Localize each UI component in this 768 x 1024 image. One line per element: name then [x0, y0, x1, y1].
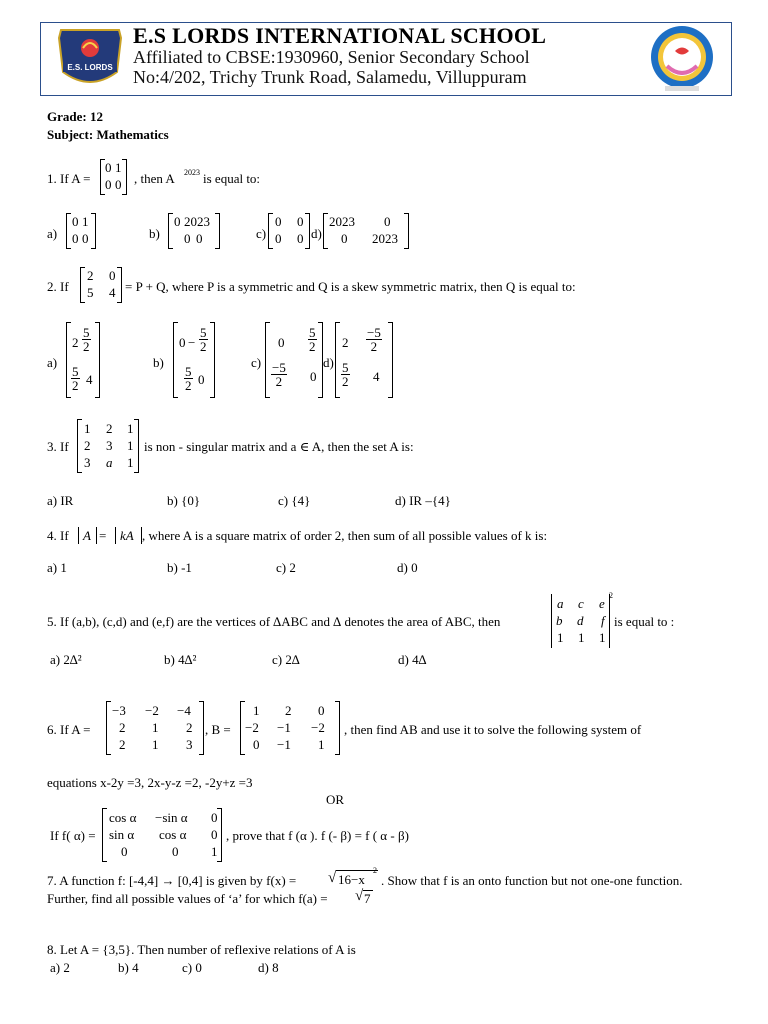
school-header [40, 22, 732, 96]
q2-option-a-label: a) [47, 355, 58, 370]
q3-prefix: 3. If [47, 439, 69, 454]
q5-exponent: 2 [609, 591, 613, 600]
q6-matrix-a: −3 −2 −4 2 1 2 2 1 3 [106, 701, 204, 755]
q8-option-a: a) 2 [50, 960, 70, 975]
q5-option-c: c) 2∆ [272, 652, 300, 667]
q1-then: , then A [134, 171, 175, 186]
q6-matrix-b: 1 2 0 −2 −1 −2 0 −1 1 [240, 701, 340, 755]
q4-prefix: 4. If [47, 528, 69, 543]
q2-option-a-matrix: 2 $\frac{5}{2}$ $\frac{5}{2}$ 4 [66, 322, 100, 398]
q1-option-a-matrix: 0 1 0 0 [66, 213, 96, 249]
q2-prefix: 2. If [47, 279, 69, 294]
q7-root-exponent: 2 [373, 866, 377, 875]
q3-option-a: a) IR [47, 493, 74, 508]
q3-option-c: c) {4} [278, 493, 311, 508]
q6-or: OR [326, 792, 345, 807]
q1-option-c-label: c) [256, 226, 267, 241]
q2-option-b-label: b) [153, 355, 164, 370]
q7-root-bar [336, 870, 378, 871]
q3-option-b: b) {0} [167, 493, 201, 508]
q6-f-statement: , prove that f (α ). f (- β) = f ( α - β) [226, 828, 409, 843]
q1-tail: is equal to: [203, 171, 261, 186]
q7-line2-prefix: Further, find all possible values of ‘a’ for which f(a) = [47, 891, 328, 906]
q5-option-a: a) 2∆² [50, 652, 82, 667]
q1-option-c-matrix: 0 0 0 0 [268, 213, 310, 249]
school-affiliation: Affiliated to CBSE:1930960, Senior Secondary School [133, 47, 530, 67]
svg-text:E.S. LORDS: E.S. LORDS [67, 63, 113, 72]
q3-matrix: 1 2 1 2 3 1 3 a 1 [77, 419, 139, 473]
q7-line1-tail: . Show that f is an onto function but not one-one function. [381, 873, 683, 888]
q6-matrix-f: cos α −sin α 0 sin α cos α 0 0 0 1 [102, 808, 222, 862]
school-address: No:4/202, Trichy Trunk Road, Salamedu, Villuppuram [133, 67, 527, 87]
q2-option-c-matrix: 0 $\frac{5}{2}$ $\frac{-5}{2}$ 0 [265, 322, 323, 398]
q3-statement: is non - singular matrix and a ∈ A, then the set A is: [144, 439, 414, 454]
q8-statement: 8. Let A = {3,5}. Then number of reflexive relations of A is [47, 942, 356, 957]
school-shield-logo [47, 26, 133, 92]
q1-prefix: 1. If A = [47, 171, 91, 186]
q4-det-a: A [78, 527, 97, 544]
q2-option-c-label: c) [251, 355, 262, 370]
q6-equations: equations x-2y =3, 2x-y-z =2, -2y+z =3 [47, 775, 253, 790]
q1-option-b-matrix: 0 2023 0 0 [168, 213, 220, 249]
q5-determinant: a c e b d f 1 1 1 [551, 594, 610, 648]
q6-f-prefix: If f( α) = [50, 828, 96, 843]
q7-root2-content: 7 [364, 891, 371, 906]
q5-option-d: d) 4∆ [398, 652, 427, 667]
q2-option-d-matrix: 2 $\frac{-5}{2}$ $\frac{5}{2}$ 4 [335, 322, 393, 398]
q4-statement: , where A is a square matrix of order 2, then sum of all possible values of k is: [142, 528, 548, 543]
q3-option-d: d) IR –{4} [395, 493, 451, 508]
grade-label: Grade: 12 [47, 109, 103, 124]
q8-option-d: d) 8 [258, 960, 279, 975]
sqrt-icon-2: √ [355, 888, 364, 904]
q8-option-b: b) 4 [118, 960, 139, 975]
q7-line1-prefix: 7. A function f: [-4,4] → [0,4] is given by f(x) = [47, 873, 297, 888]
q6-statement: , then find AB and use it to solve the following system of [344, 722, 642, 737]
q4-option-c: c) 2 [276, 560, 296, 575]
q1-option-a-label: a) [47, 226, 58, 241]
q4-option-d: d) 0 [397, 560, 418, 575]
sqrt-icon: √ [328, 870, 337, 886]
q4-option-a: a) 1 [47, 560, 67, 575]
q1-option-d-matrix: 2023 0 0 2023 [323, 213, 409, 249]
q1-option-d-label: d) [311, 226, 322, 241]
q1-exponent: 2023 [184, 168, 200, 177]
q4-det-ka: kA [115, 527, 142, 544]
q1-option-b-label: b) [149, 226, 160, 241]
q7-root-content: 16−x [338, 872, 365, 887]
subject-label: Subject: Mathematics [47, 127, 169, 142]
q5-tail: is equal to : [614, 614, 675, 629]
q4-option-b: b) -1 [167, 560, 192, 575]
q2-option-d-label: d) [323, 355, 334, 370]
round-emblem-logo [637, 24, 727, 94]
q2-matrix: 2 0 5 4 [80, 267, 122, 303]
q5-statement: 5. If (a,b), (c,d) and (e,f) are the vertices of ∆ABC and ∆ denotes the area of ABC, then [47, 614, 501, 629]
q1-matrix-a: 0 1 0 0 [100, 159, 127, 195]
q5-option-b: b) 4∆² [164, 652, 197, 667]
q4-equals: = [99, 528, 107, 543]
q2-option-b-matrix: 0 − $\frac{5}{2}$ $\frac{5}{2}$ 0 [173, 322, 215, 398]
q6-b-equals: , B = [205, 722, 231, 737]
q8-option-c: c) 0 [182, 960, 202, 975]
q6-prefix: 6. If A = [47, 722, 91, 737]
school-name: E.S LORDS INTERNATIONAL SCHOOL [133, 23, 547, 48]
q2-statement: = P + Q, where P is a symmetric and Q is a skew symmetric matrix, then Q is equal to: [125, 279, 576, 294]
